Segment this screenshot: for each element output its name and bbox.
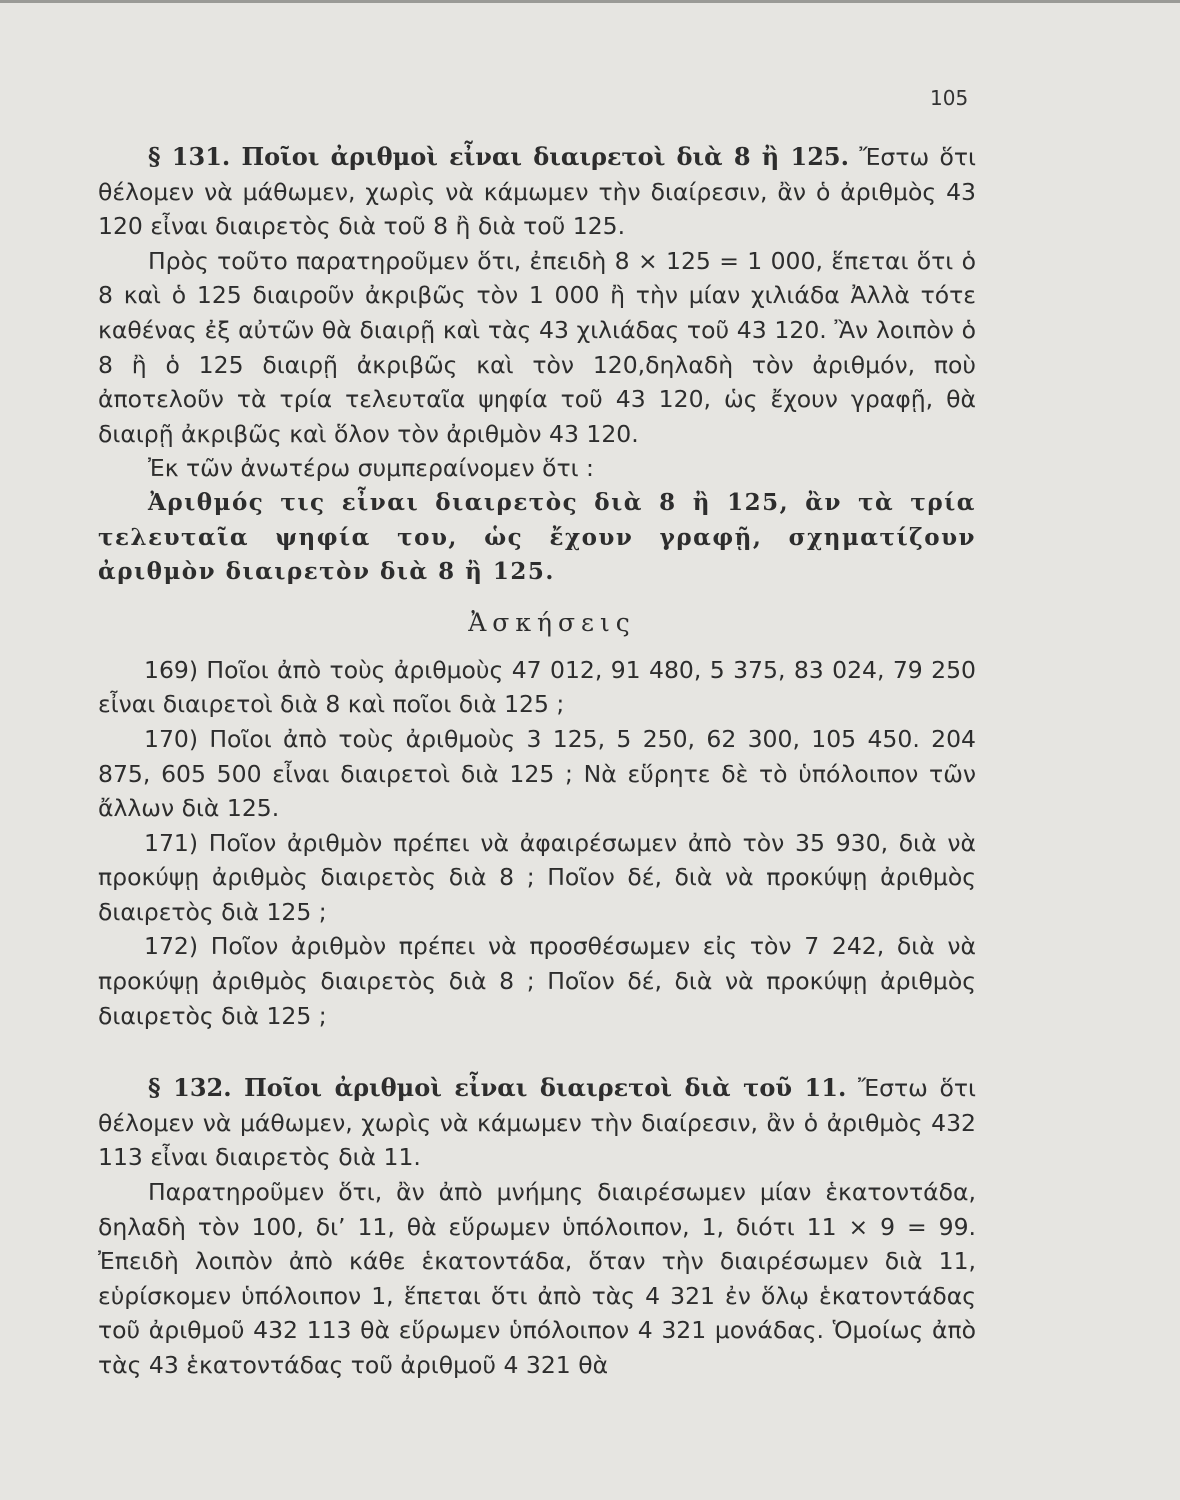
page-body [98,140,976,1383]
section-132-paragraph-2: Παρατηροῦμεν ὅτι, ἂν ἀπὸ μνήμης διαιρέσωμεν μίαν ἑκατοντάδα, δηλαδὴ τὸν 100, δι’ 11, θὰ εὕρωμεν ὑπόλοιπον, 1, διότι 11 × 9 = 99. Ἐπειδὴ λοιπὸν ἀπὸ κάθε ἑκατοντάδα, ὅταν τὴν διαιρέσωμεν διὰ 11, εὑρίσκομεν ὑπόλοιπον 1, ἕπεται ὅτι ἀπὸ τὰς 4 321 ἐν ὅλῳ ἑκατοντάδας τοῦ ἀριθμοῦ 432 113 θὰ εὕρωμεν ὑπόλοιπον 4 321 μονάδας. Ὁμοίως ἀπὸ τὰς 43 ἑκατοντάδας τοῦ ἀριθμοῦ 4 321 θὰ [98,1178,976,1379]
exercises-list [98,653,976,1034]
section-divider-space [98,1033,976,1071]
section-131-conclusion-intro: Ἐκ τῶν ἀνωτέρω συμπεραίνομεν ὅτι : [148,454,594,483]
section-132-heading: § 132. Ποῖοι ἀριθμοὶ εἶναι διαιρετοὶ διὰ τοῦ 11. [148,1073,847,1103]
page-number: 105 [930,86,969,110]
section-131-paragraph-1 [98,140,976,244]
exercise-170: 170) Ποῖοι ἀπὸ τοὺς ἀριθμοὺς 3 125, 5 250, 62 300, 105 450. 204 875, 605 500 εἶναι διαιρετοὶ διὰ 125 ; Νὰ εὕρητε δὲ τὸ ὑπόλοιπον τῶν ἄλλων διὰ 125. [98,724,976,823]
section-131-heading: § 131. Ποῖοι ἀριθμοὶ εἶναι διαιρετοὶ διὰ 8 ἢ 125. [148,142,849,171]
section-131-intro: Ἔστω ὅτι θέλομεν νὰ μάθωμεν, χωρὶς νὰ κάμωμεν τὴν διαίρεσιν, ἂν ὁ ἀριθμὸς 43 120 εἶναι διαιρετὸς διὰ τοῦ 8 ἢ διὰ τοῦ 125. [98,143,976,241]
exercise-171: 171) Ποῖον ἀριθμὸν πρέπει νὰ ἀφαιρέσωμεν ἀπὸ τὸν 35 930, διὰ νὰ προκύψῃ ἀριθμὸς διαιρετὸς διὰ 8 ; Ποῖον δέ, διὰ νὰ προκύψῃ ἀριθμὸς διαιρετὸς διὰ 125 ; [98,828,976,926]
section-132-intro: Ἔστω ὅτι θέλομεν νὰ μάθωμεν, χωρὶς νὰ κάμωμεν τὴν διαίρεσιν, ἂν ὁ ἀριθμὸς 432 113 εἶναι διαιρετὸς διὰ 11. [98,1074,976,1172]
exercises-title: Ἀσκήσεις [468,607,636,637]
exercise-172: 172) Ποῖον ἀριθμὸν πρέπει νὰ προσθέσωμεν εἰς τὸν 7 242, διὰ νὰ προκύψῃ ἀριθμὸς διαιρετὸς διὰ 8 ; Ποῖον δέ, διὰ νὰ προκύψῃ ἀριθμὸς διαιρετὸς διὰ 125 ; [98,932,976,1030]
exercise-169: 169) Ποῖοι ἀπὸ τοὺς ἀριθμοὺς 47 012, 91 480, 5 375, 83 024, 79 250 εἶναι διαιρετοὶ διὰ 8 καὶ ποῖοι διὰ 125 ; [98,655,976,719]
section-131-rule: Ἀριθμός τις εἶναι διαιρετὸς διὰ 8 ἢ 125, ἂν τὰ τρία τελευταῖα ψηφία του, ὡς ἔχουν γραφῇ, σχηματίζουν ἀριθμὸν διαιρετὸν διὰ 8 ἢ 125. [98,488,976,586]
page-top-edge [0,0,1180,3]
section-132-paragraph-1 [98,1071,976,1175]
section-131-paragraph-2: Πρὸς τοῦτο παρατηροῦμεν ὅτι, ἐπειδὴ 8 × 125 = 1 000, ἕπεται ὅτι ὁ 8 καὶ ὁ 125 διαιροῦν ἀκριβῶς τὸν 1 000 ἢ τὴν μίαν χιλιάδα Ἀλλὰ τότε καθένας ἐξ αὐτῶν θὰ διαιρῇ καὶ τὰς 43 χιλιάδας τοῦ 43 120. Ἂν λοιπὸν ὁ 8 ἢ ὁ 125 διαιρῇ ἀκριβῶς καὶ τὸν 120,δηλαδὴ τὸν ἀριθμόν, ποὺ ἀποτελοῦν τὰ τρία τελευταῖα ψηφία τοῦ 43 120, ὡς ἔχουν γραφῇ, θὰ διαιρῇ ἀκριβῶς καὶ ὅλον τὸν ἀριθμὸν 43 120. [98,246,976,448]
